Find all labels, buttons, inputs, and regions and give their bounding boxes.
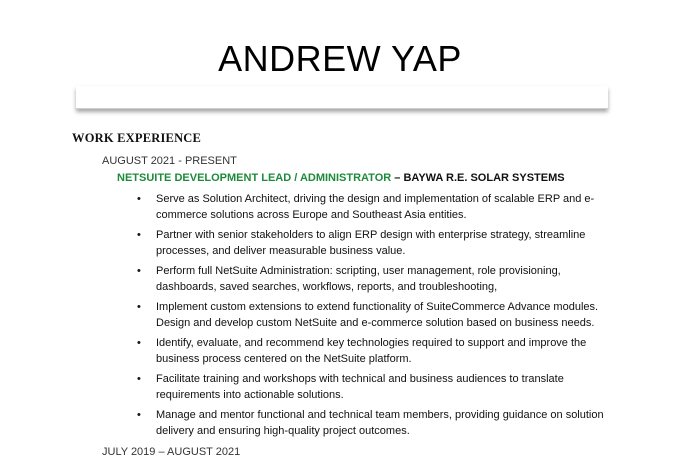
job-role: NETSUITE DEVELOPMENT LEAD / ADMINISTRATOR: [117, 172, 392, 184]
list-item-text: Partner with senior stakeholders to align ERP design with enterprise strategy, streamline processes, and deliver measurable business value.: [156, 229, 586, 257]
bullet-icon: •: [137, 373, 141, 385]
bullet-icon: •: [137, 193, 141, 205]
list-item-text: Perform full NetSuite Administration: scripting, user management, role provisioning, dashboards, saved searches, workflows, reports, and troubleshooting,: [156, 265, 561, 293]
list-item-text: Identify, evaluate, and recommend key technologies required to support and improve the business process centered on the NetSuite platform.: [156, 337, 587, 365]
list-item: [137, 371, 617, 403]
list-item: [137, 407, 617, 439]
job-responsibilities-list: [137, 191, 617, 443]
list-item: [137, 227, 617, 259]
bullet-icon: •: [137, 409, 141, 421]
resume-name: ANDREW YAP: [218, 38, 462, 79]
bullet-icon: •: [137, 337, 141, 349]
bullet-icon: •: [137, 265, 141, 277]
list-item-text: Implement custom extensions to extend functionality of SuiteCommerce Advance modules. Design and develop custom NetSuite and e-commerce solution based on business needs.: [156, 301, 599, 329]
list-item: [137, 191, 617, 223]
job-separator: –: [391, 172, 404, 184]
list-item: [137, 335, 617, 367]
job-date-range: AUGUST 2021 - PRESENT: [102, 155, 237, 167]
job-date-range: JULY 2019 – AUGUST 2021: [102, 446, 241, 458]
job-company: BAYWA R.E. SOLAR SYSTEMS: [403, 172, 565, 184]
list-item-text: Facilitate training and workshops with technical and business audiences to translate requirements into actionable solutions.: [156, 373, 564, 401]
list-item: [137, 263, 617, 295]
job-title-line: [117, 172, 565, 184]
list-item: [137, 299, 617, 331]
list-item-text: Serve as Solution Architect, driving the design and implementation of scalable ERP and e-commerce solutions across Europe and Southeast Asia entities.: [156, 193, 595, 221]
section-title-work-experience: WORK EXPERIENCE: [72, 131, 202, 145]
header-divider-box: [76, 86, 608, 109]
bullet-icon: •: [137, 301, 141, 313]
bullet-icon: •: [137, 229, 141, 241]
list-item-text: Manage and mentor functional and technical team members, providing guidance on solution delivery and ensuring high-quality project outcomes.: [156, 409, 604, 437]
